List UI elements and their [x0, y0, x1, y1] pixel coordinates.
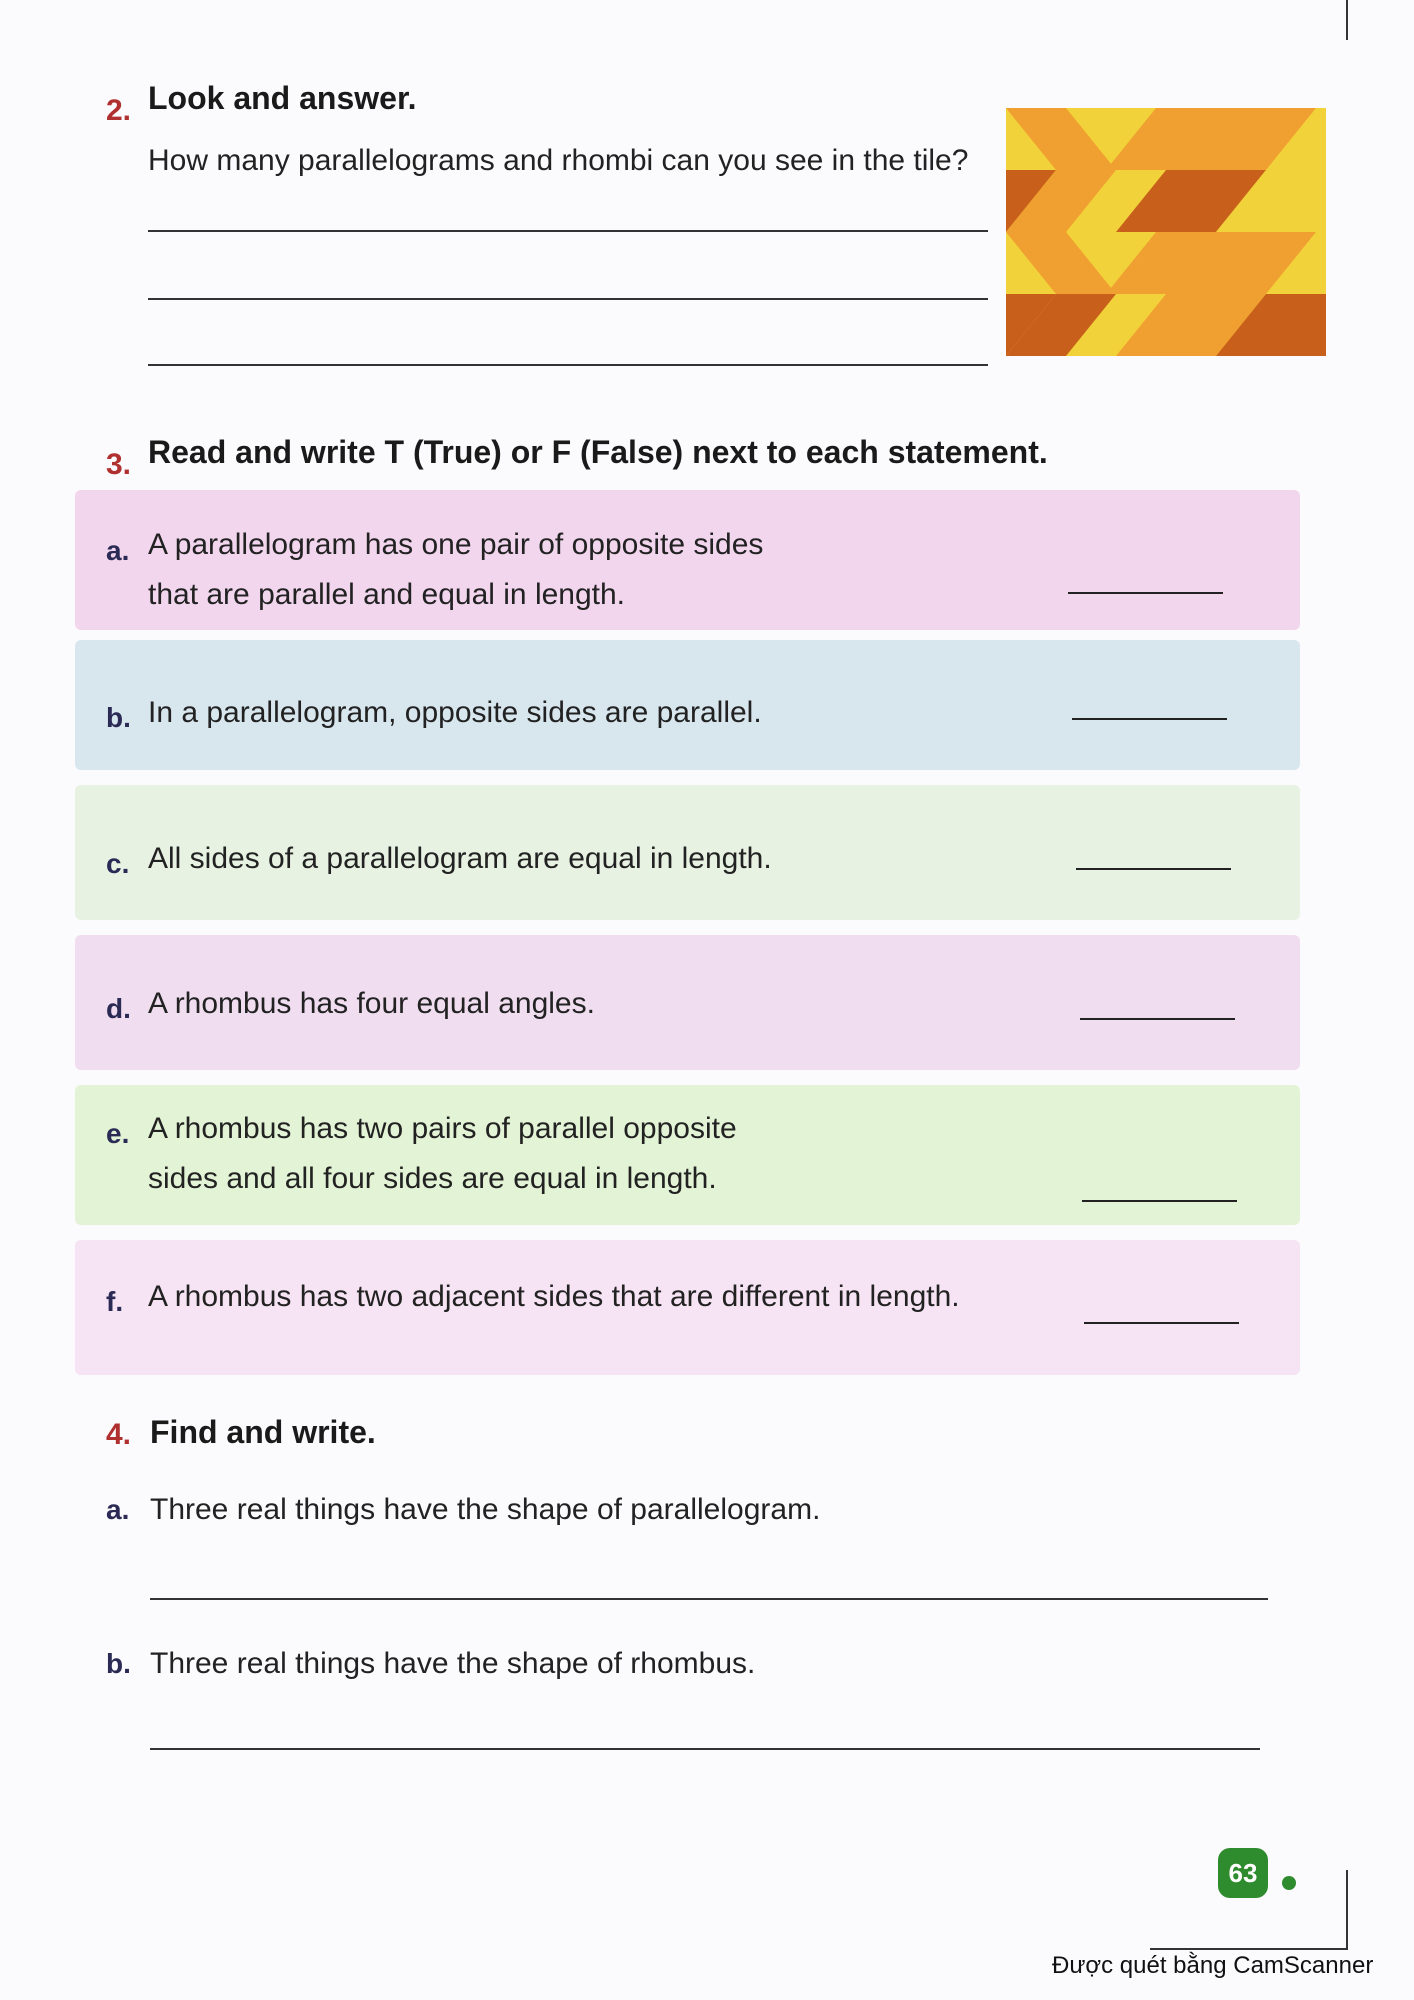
- answer-line-b[interactable]: [1072, 718, 1227, 720]
- answer-line-f[interactable]: [1084, 1322, 1239, 1324]
- question-3-number: 3.: [106, 448, 132, 481]
- statement-letter-f: f.: [106, 1286, 124, 1317]
- question-4-number: 4.: [106, 1418, 132, 1451]
- answer-line-a[interactable]: [1068, 592, 1223, 594]
- answer-line-q2-2[interactable]: [148, 298, 988, 300]
- q4-text-b: Three real things have the shape of rhombus.: [150, 1647, 756, 1680]
- parallelogram-tile-image: [1006, 108, 1326, 356]
- statement-letter-b: b.: [106, 702, 131, 733]
- statement-text-d: A rhombus has four equal angles.: [148, 987, 595, 1020]
- page-number-badge: 63: [1218, 1848, 1268, 1898]
- statement-text-f: A rhombus has two adjacent sides that are different in length.: [148, 1280, 960, 1313]
- page-dot-icon: [1282, 1876, 1296, 1890]
- page-bottom-line: [1150, 1948, 1348, 1950]
- q4-text-a: Three real things have the shape of parallelogram.: [150, 1493, 821, 1526]
- question-2-number: 2.: [106, 94, 132, 127]
- statement-text-a-line2: that are parallel and equal in length.: [148, 578, 626, 611]
- question-4-title: Find and write.: [150, 1414, 376, 1450]
- page-edge-bottom: [1346, 1870, 1348, 1950]
- statement-text-e-line1: A rhombus has two pairs of parallel opposite: [148, 1112, 737, 1145]
- statement-text-a-line1: A parallelogram has one pair of opposite sides: [148, 528, 764, 561]
- answer-line-d[interactable]: [1080, 1018, 1235, 1020]
- answer-line-c[interactable]: [1076, 868, 1231, 870]
- statement-text-b: In a parallelogram, opposite sides are parallel.: [148, 696, 762, 729]
- answer-line-q4-b[interactable]: [150, 1748, 1260, 1750]
- q4-letter-b: b.: [106, 1648, 131, 1679]
- question-3-title: Read and write T (True) or F (False) next to each statement.: [148, 434, 1048, 470]
- statement-text-c: All sides of a parallelogram are equal in length.: [148, 842, 772, 875]
- statement-letter-c: c.: [106, 848, 130, 879]
- answer-line-q2-1[interactable]: [148, 230, 988, 232]
- camscanner-watermark: Được quét bằng CamScanner: [1052, 1952, 1374, 1979]
- statement-text-e-line2: sides and all four sides are equal in length.: [148, 1162, 717, 1195]
- statement-letter-a: a.: [106, 535, 130, 566]
- answer-line-q2-3[interactable]: [148, 364, 988, 366]
- page-edge-top: [1346, 0, 1348, 40]
- question-2-title: Look and answer.: [148, 80, 417, 116]
- statement-letter-e: e.: [106, 1118, 130, 1149]
- statement-letter-d: d.: [106, 993, 131, 1024]
- question-2-prompt: How many parallelograms and rhombi can you see in the tile?: [148, 144, 969, 177]
- answer-line-e[interactable]: [1082, 1200, 1237, 1202]
- q4-letter-a: a.: [106, 1494, 130, 1525]
- answer-line-q4-a[interactable]: [150, 1598, 1268, 1600]
